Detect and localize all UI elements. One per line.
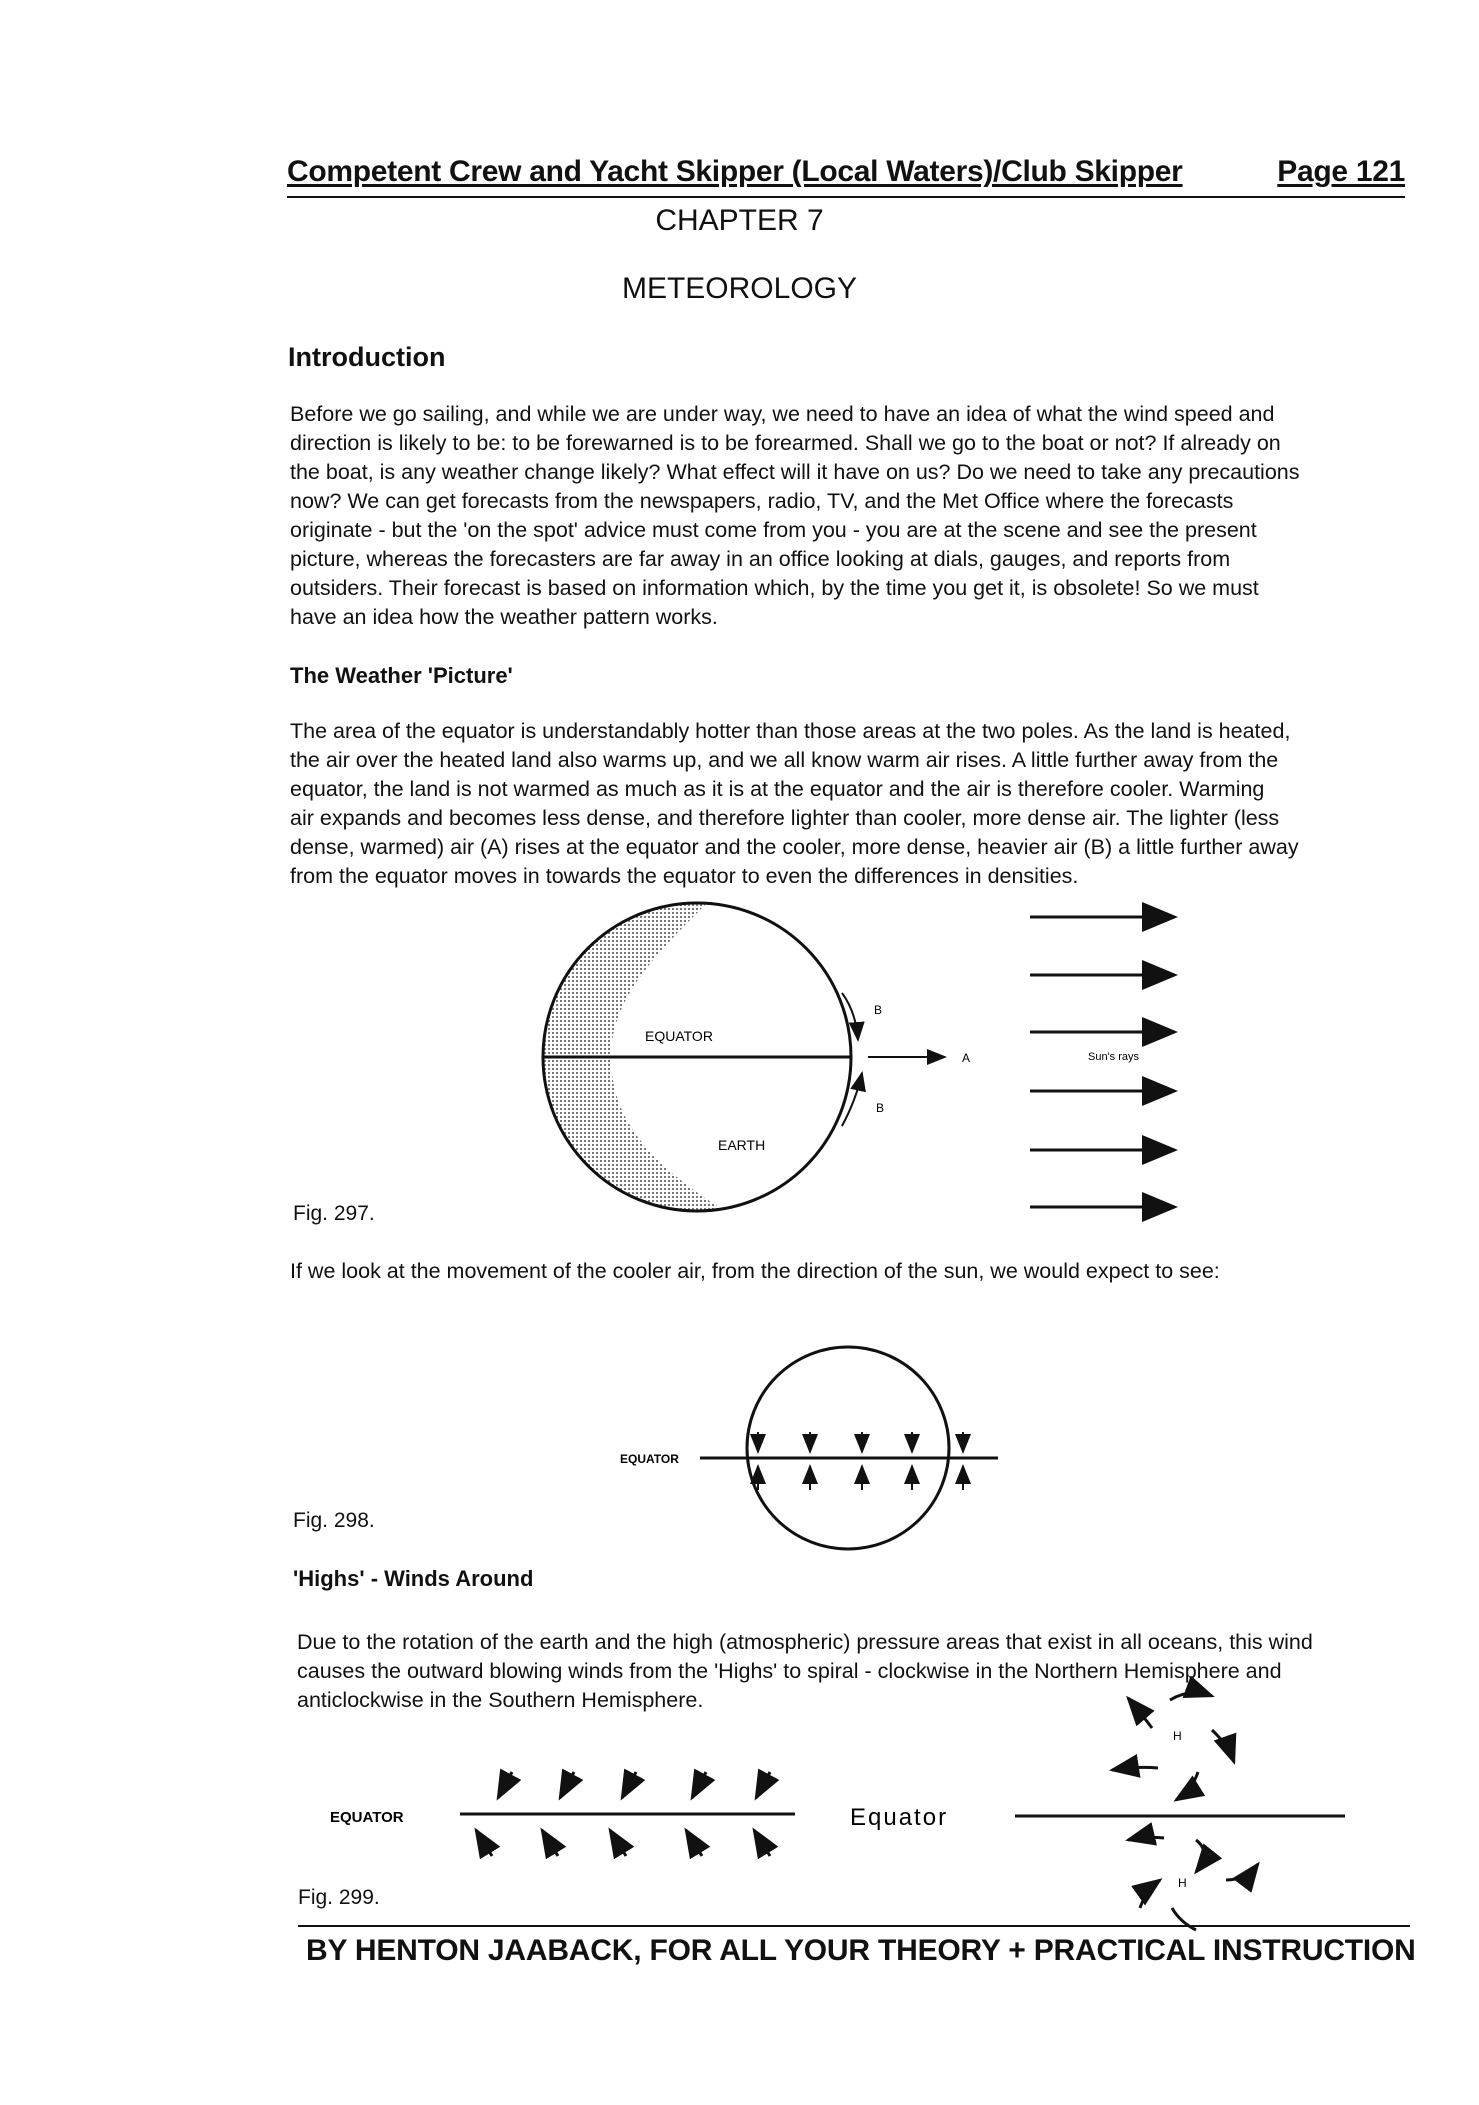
fig297-followup-text: If we look at the movement of the cooler air, from the direction of the sun, we would expect to see: xyxy=(290,1259,1220,1283)
weather-line: air expands and becomes less dense, and therefore lighter than cooler, more dense air. The lighter (less xyxy=(290,806,1280,830)
intro-line: outsiders. Their forecast is based on information which, by the time you get it, is obsolete! So we must xyxy=(290,576,1259,600)
arrow-ne-trade xyxy=(756,1772,770,1798)
globe-outline xyxy=(747,1347,949,1549)
wind-spiral xyxy=(1212,1730,1234,1762)
arrow-se-trade xyxy=(542,1830,558,1856)
earth-night-shading xyxy=(530,890,740,1220)
sun-rays-label: Sun's rays xyxy=(1088,1051,1140,1063)
high-label-top: H xyxy=(1173,1729,1182,1743)
highs-line: anticlockwise in the Southern Hemisphere. xyxy=(297,1688,704,1712)
fig298-caption: Fig. 298. xyxy=(293,1509,375,1532)
fig298-equator-label: EQUATOR xyxy=(620,1452,679,1466)
intro-line: have an idea how the weather pattern works. xyxy=(290,605,718,629)
label-b-top: B xyxy=(874,1003,883,1017)
earth-globe xyxy=(530,890,851,1220)
weather-line: dense, warmed) air (A) rises at the equator and the cooler, more dense, heavier air (B) a little further away xyxy=(290,835,1299,859)
weather-line: from the equator moves in towards the equator to even the differences in densities. xyxy=(290,864,1079,888)
intro-line: picture, whereas the forecasters are far away in an office looking at dials, gauges, and reports from xyxy=(290,547,1231,571)
fig299-equator-label-left: EQUATOR xyxy=(330,1809,404,1826)
highs-paragraph xyxy=(297,1628,1409,1715)
arrow-ne-trade xyxy=(622,1772,636,1798)
arrow-se-trade xyxy=(754,1830,770,1856)
label-b-bottom: B xyxy=(876,1101,885,1115)
wind-spiral xyxy=(1226,1864,1258,1880)
weather-line: equator, the land is not warmed as much as it is at the equator and the air is therefore cooler. Warming xyxy=(290,777,1265,801)
intro-line: direction is likely to be: to be forewarned is to be forearmed. Shall we go to the boat or not? If already on xyxy=(290,431,1281,455)
intro-line: now? We can get forecasts from the newspapers, radio, TV, and the Met Office where the forecasts xyxy=(290,489,1234,513)
highs-line: Due to the rotation of the earth and the high (atmospheric) pressure areas that exist in all oceans, this wind xyxy=(297,1630,1313,1654)
weather-picture-heading: The Weather 'Picture' xyxy=(290,663,513,688)
fig299-equator-label-right: Equator xyxy=(850,1804,949,1831)
wind-spiral xyxy=(1176,1772,1198,1800)
trade-winds-north xyxy=(498,1772,770,1798)
intro-line: Before we go sailing, and while we are under way, we need to have an idea of what the wind speed and xyxy=(290,402,1275,426)
globe-edge-shading xyxy=(720,1340,790,1520)
wind-spiral xyxy=(1140,1880,1160,1908)
wind-spiral xyxy=(1128,1837,1164,1840)
header-title: Competent Crew and Yacht Skipper (Local Waters)/Club Skipper xyxy=(287,155,1183,188)
globe-fig298 xyxy=(700,1340,998,1549)
fig297-caption: Fig. 297. xyxy=(293,1202,375,1225)
footer-text: BY HENTON JAABACK, FOR ALL YOUR THEORY + PRACTICAL INSTRUCTION xyxy=(306,1934,1416,1967)
arrow-se-trade xyxy=(610,1830,626,1856)
weather-line: the air over the heated land also warms up, and we all know warm air rises. A little further away from the xyxy=(290,748,1279,772)
header-page-number: Page 121 xyxy=(1277,155,1405,188)
label-a: A xyxy=(962,1051,971,1065)
fig297-earth-label: EARTH xyxy=(718,1137,766,1153)
intro-line: originate - but the 'on the spot' advice must come from you - you are at the scene and see the present xyxy=(290,518,1257,542)
converging-arrows xyxy=(758,1432,963,1490)
chapter-title: METEOROLOGY xyxy=(621,272,858,305)
intro-line: the boat, is any weather change likely? What effect will it have on us? Do we need to take any precautions xyxy=(290,460,1300,484)
arrow-se-trade xyxy=(476,1830,492,1856)
chapter-label: CHAPTER 7 xyxy=(655,204,824,237)
arrow-ne-trade xyxy=(560,1772,574,1798)
arrow-se-trade xyxy=(686,1830,702,1856)
arrow-ne-trade xyxy=(498,1772,512,1798)
footer-rule xyxy=(298,1925,1410,1927)
highs-line: causes the outward blowing winds from the 'Highs' to spiral - clockwise in the Northern Hemisphere and xyxy=(297,1659,1282,1683)
fig297-equator-label: EQUATOR xyxy=(645,1028,713,1044)
wind-spiral xyxy=(1196,1840,1204,1872)
weather-line: The area of the equator is understandably hotter than those areas at the two poles. As the land is heated, xyxy=(290,719,1291,743)
high-label-bottom: H xyxy=(1178,1876,1187,1890)
wind-spiral xyxy=(1112,1767,1158,1770)
highs-heading: 'Highs' - Winds Around xyxy=(293,1566,534,1591)
trade-winds-south xyxy=(476,1830,770,1856)
fig299-caption: Fig. 299. xyxy=(298,1886,380,1909)
high-south-winds xyxy=(1128,1837,1258,1930)
arrow-ne-trade xyxy=(692,1772,706,1798)
intro-heading: Introduction xyxy=(288,342,446,372)
